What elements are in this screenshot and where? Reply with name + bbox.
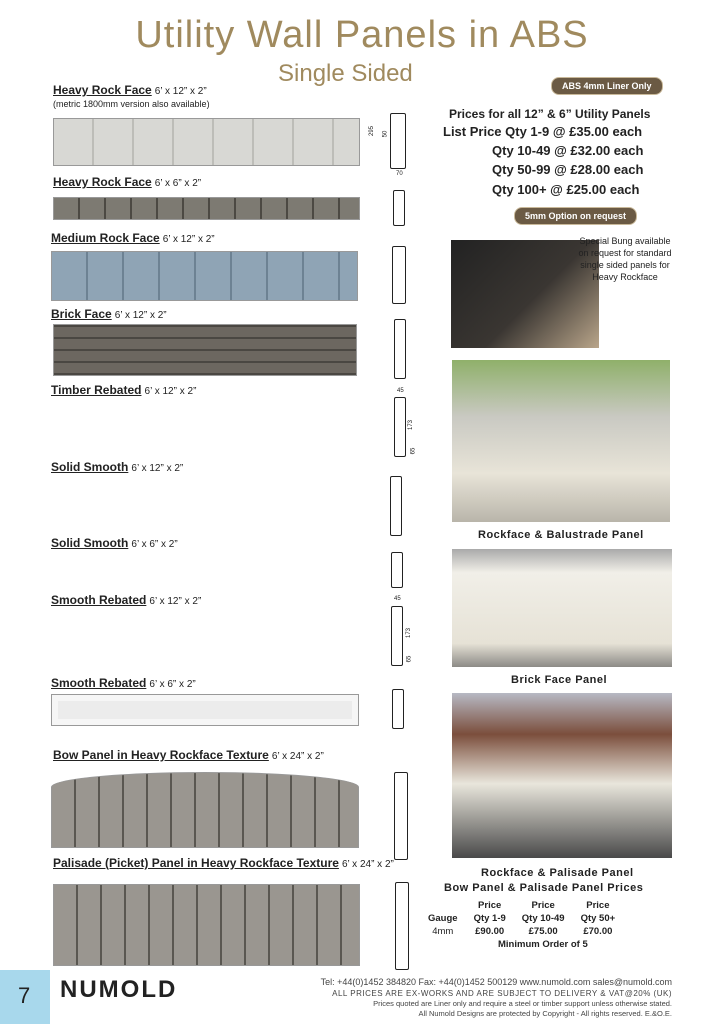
panel-label-heavy-rock-12 [53, 83, 207, 97]
profile-solid-smooth-12 [390, 476, 402, 536]
panel-label-smooth-rebated-12 [51, 593, 201, 607]
footer-line3: Prices quoted are Liner only and require a steel or timber support unless otherwise stated. [373, 999, 672, 1008]
table-cell: £90.00 [475, 926, 505, 937]
panel-label-smooth-rebated-6 [51, 676, 196, 690]
rockface-palisade-photo [452, 693, 672, 858]
caption-rockface-palisade: Rockface & Palisade Panel [481, 867, 634, 879]
panel-name: Smooth Rebated [51, 593, 147, 607]
profile-solid-smooth-6 [391, 552, 403, 588]
caption-rockface-balustrade: Rockface & Balustrade Panel [478, 529, 644, 541]
table-cell: £70.00 [583, 926, 613, 937]
minimum-order: Minimum Order of 5 [498, 939, 588, 950]
table-row [420, 899, 623, 912]
dim-173b: 173 [406, 627, 413, 639]
profile-smooth-rebated-6 [392, 689, 404, 729]
panel-name: Medium Rock Face [51, 231, 160, 245]
profile-medium-rock [392, 246, 406, 304]
heavy-rock-12-panel-image [53, 118, 360, 166]
table-cell: Gauge [428, 913, 458, 924]
profile-heavy-rock-6 [393, 190, 405, 226]
panel-size: 6’ x 12” x 2” [114, 310, 167, 321]
panel-size: 6’ x 12” x 2” [144, 386, 197, 397]
price-line-2: Qty 10-49 @ £32.00 each [492, 143, 644, 158]
panel-size: 6’ x 12” x 2” [154, 86, 207, 97]
brick-face-panel-image [53, 324, 357, 376]
medium-rock-panel-image [51, 251, 358, 301]
bow-prices-table [420, 899, 623, 938]
panel-label-medium-rock [51, 231, 215, 245]
smooth-rebated-6-panel-image [51, 694, 359, 726]
panel-label-timber-rebated [51, 383, 196, 397]
abs-liner-badge: ABS 4mm Liner Only [551, 77, 663, 95]
price-line-4: Qty 100+ @ £25.00 each [492, 182, 640, 197]
dim-65b: 65 [406, 655, 413, 663]
panel-name: Palisade (Picket) Panel in Heavy Rockface Texture [53, 856, 339, 870]
bow-panel-image [51, 772, 359, 848]
rockface-balustrade-photo [452, 360, 670, 522]
panel-name: Heavy Rock Face [53, 175, 152, 189]
table-row [420, 925, 623, 938]
panel-label-solid-smooth-6 [51, 536, 178, 550]
panel-name: Bow Panel in Heavy Rockface Texture [53, 748, 269, 762]
table-cell: Price [531, 900, 555, 911]
footer-line2: ALL PRICES ARE EX-WORKS AND ARE SUBJECT TO DELIVERY & VAT@20% (UK) [332, 989, 672, 998]
profile-smooth-rebated-12 [391, 606, 403, 666]
option-5mm-badge: 5mm Option on request [514, 207, 637, 225]
panel-name: Smooth Rebated [51, 676, 147, 690]
footer-contact: Tel: +44(0)1452 384820 Fax: +44(0)1452 500129 www.numold.com sales@numold.com [320, 977, 672, 987]
brick-face-photo [452, 549, 672, 667]
profile-brick-face [394, 319, 406, 379]
special-bung-text: Special Bung available on request for standard single sided panels for Heavy Rockface [578, 236, 672, 282]
table-cell: Qty 50+ [580, 913, 616, 924]
profile-bow [394, 772, 408, 860]
panel-size: 6’ x 12” x 2” [131, 463, 184, 474]
panel-label-heavy-rock-6 [53, 175, 201, 189]
dim-50: 50 [382, 130, 389, 138]
panel-name: Heavy Rock Face [53, 83, 152, 97]
dim-70: 70 [396, 171, 403, 177]
panel-name: Solid Smooth [51, 460, 129, 474]
bow-prices-heading: Bow Panel & Palisade Panel Prices [444, 882, 644, 894]
prices-heading: Prices for all 12” & 6” Utility Panels [449, 107, 651, 121]
panel-label-solid-smooth-12 [51, 460, 183, 474]
panel-name: Brick Face [51, 307, 112, 321]
profile-timber-rebated [394, 397, 406, 457]
profile-heavy-rock-12 [390, 113, 406, 169]
panel-size: 6’ x 6” x 2” [149, 679, 196, 690]
panel-label-palisade [53, 856, 394, 870]
panel-size: 6’ x 12” x 2” [162, 234, 215, 245]
panel-name: Timber Rebated [51, 383, 142, 397]
table-cell: Price [478, 900, 502, 911]
price-line-3: Qty 50-99 @ £28.00 each [492, 162, 644, 177]
page-subtitle: Single Sided [278, 60, 413, 87]
dim-65: 65 [410, 447, 417, 455]
table-cell [420, 899, 466, 912]
panel-name: Solid Smooth [51, 536, 129, 550]
panel-size: 6’ x 24” x 2” [341, 859, 394, 870]
footer-line4: All Numold Designs are protected by Copyright - All rights reserved. E.&O.E. [418, 1009, 672, 1018]
table-cell: Qty 1-9 [473, 913, 506, 924]
price-line-1: List Price Qty 1-9 @ £35.00 each [443, 124, 643, 139]
panel-size: 6’ x 24” x 2” [271, 751, 324, 762]
numold-logo: NUMOLD [60, 976, 178, 1003]
page-title: Utility Wall Panels in ABS [135, 14, 589, 56]
panel-label-bow [53, 748, 324, 762]
dim-295: 295 [369, 125, 376, 137]
table-cell: 4mm [432, 926, 454, 937]
dim-45: 45 [397, 388, 404, 394]
profile-palisade [395, 882, 409, 970]
table-cell: £75.00 [528, 926, 558, 937]
page-number: 7 [18, 983, 31, 1008]
palisade-panel-image [53, 884, 360, 966]
table-cell: Price [586, 900, 610, 911]
dim-45b: 45 [394, 596, 401, 602]
panel-size: 6’ x 12” x 2” [149, 596, 202, 607]
dim-173: 173 [408, 419, 415, 431]
table-row [420, 912, 623, 925]
panel-label-brick-face [51, 307, 167, 321]
caption-brick-face: Brick Face Panel [511, 674, 608, 686]
panel-size: 6’ x 6” x 2” [131, 539, 178, 550]
table-cell: Qty 10-49 [521, 913, 565, 924]
heavy-rock-6-panel-image [53, 197, 360, 220]
metric-note: (metric 1800mm version also available) [53, 99, 210, 109]
panel-size: 6’ x 6” x 2” [154, 178, 202, 189]
